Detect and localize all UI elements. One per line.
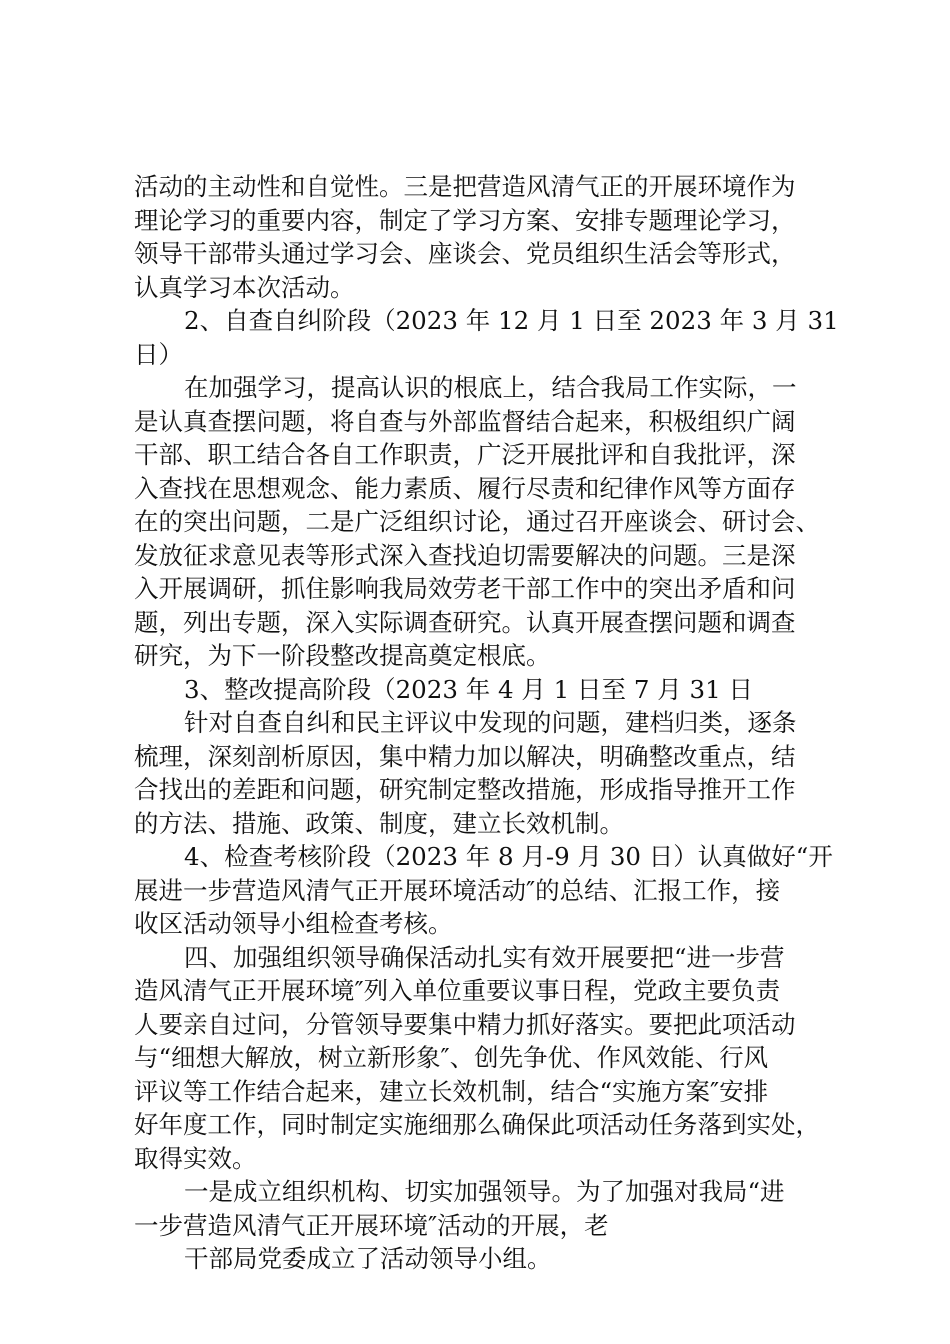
text-line: 4、检查考核阶段（2023 年 8 月-9 月 30 日）认真做好“开 xyxy=(184,842,833,871)
text-line: 取得实效。 xyxy=(134,1143,257,1173)
text-line: 日） xyxy=(134,339,183,369)
paragraph xyxy=(134,673,834,707)
text-line: 干部、职工结合各自工作职责，广泛开展批评和自我批评，深 xyxy=(134,440,796,469)
paragraph xyxy=(134,706,834,840)
text-line: 造风清气正开展环境″列入单位重要议事日程，党政主要负责 xyxy=(134,976,781,1005)
text-line: 入查找在思想观念、能力素质、履行尽责和纪律作风等方面存 xyxy=(134,473,796,503)
paragraph xyxy=(134,941,834,1176)
text-line: 是认真查摆问题，将自查与外部监督结合起来，积极组织广阔 xyxy=(134,406,796,436)
text-line: 活动的主动性和自觉性。三是把营造风清气正的开展环境作为 xyxy=(134,172,796,201)
text-line: 理论学习的重要内容，制定了学习方案、安排专题理论学习， xyxy=(134,205,796,235)
text-line: 收区活动领导小组检查考核。 xyxy=(134,909,453,938)
text-line: 四、加强组织领导确保活动扎实有效开展要把“进一步营 xyxy=(184,942,785,972)
paragraph xyxy=(134,170,834,304)
text-line: 的方法、措施、政策、制度，建立长效机制。 xyxy=(134,808,624,838)
text-line: 评议等工作结合起来，建立长效机制，结合“实施方案″安排 xyxy=(134,1076,769,1106)
text-line: 在加强学习，提高认识的根底上，结合我局工作实际，一 xyxy=(184,373,797,402)
document-body xyxy=(134,170,839,1276)
paragraph xyxy=(134,840,834,941)
text-line: 研究，为下一阶段整改提高奠定根底。 xyxy=(134,641,551,670)
text-line: 3、整改提高阶段（2023 年 4 月 1 日至 7 月 31 日 xyxy=(184,674,753,704)
text-line: 一是成立组织机构、切实加强领导。为了加强对我局“进 xyxy=(184,1177,785,1206)
text-line: 针对自查自纠和民主评议中发现的问题，建档归类，逐条 xyxy=(184,708,797,737)
text-line: 合找出的差距和问题，研究制定整改措施，形成指导推开工作 xyxy=(134,775,796,804)
text-line: 展进一步营造风清气正开展环境活动″的总结、汇报工作，接 xyxy=(134,875,781,905)
text-line: 发放征求意见表等形式深入查找迫切需要解决的问题。三是深 xyxy=(134,540,796,570)
text-line: 认真学习本次活动。 xyxy=(134,272,355,302)
text-line: 与“细想大解放，树立新形象″、创先争优、作风效能、行风 xyxy=(134,1043,769,1072)
text-line: 梳理，深刻剖析原因，集中精力加以解决，明确整改重点，结 xyxy=(134,741,796,771)
paragraph xyxy=(134,371,834,673)
text-line: 题，列出专题，深入实际调查研究。认真开展查摆问题和调查 xyxy=(134,607,796,637)
text-line: 入开展调研，抓住影响我局效劳老干部工作中的突出矛盾和问 xyxy=(134,574,796,603)
text-line: 一步营造风清气正开展环境″活动的开展，老 xyxy=(134,1210,609,1240)
paragraph xyxy=(134,304,839,371)
paragraph xyxy=(134,1175,834,1242)
text-line: 人要亲自过问，分管领导要集中精力抓好落实。要把此项活动 xyxy=(134,1009,796,1039)
text-line: 好年度工作，同时制定实施细那么确保此项活动任务落到实处， xyxy=(134,1110,820,1139)
paragraph xyxy=(134,1242,834,1276)
text-line: 干部局党委成立了活动领导小组。 xyxy=(184,1244,552,1273)
text-line: 在的突出问题，二是广泛组织讨论，通过召开座谈会、研讨会、 xyxy=(134,507,820,536)
text-line: 领导干部带头通过学习会、座谈会、党员组织生活会等形式， xyxy=(134,239,796,268)
text-line: 2、自查自纠阶段（2023 年 12 月 1 日至 2023 年 3 月 31 xyxy=(184,306,839,335)
